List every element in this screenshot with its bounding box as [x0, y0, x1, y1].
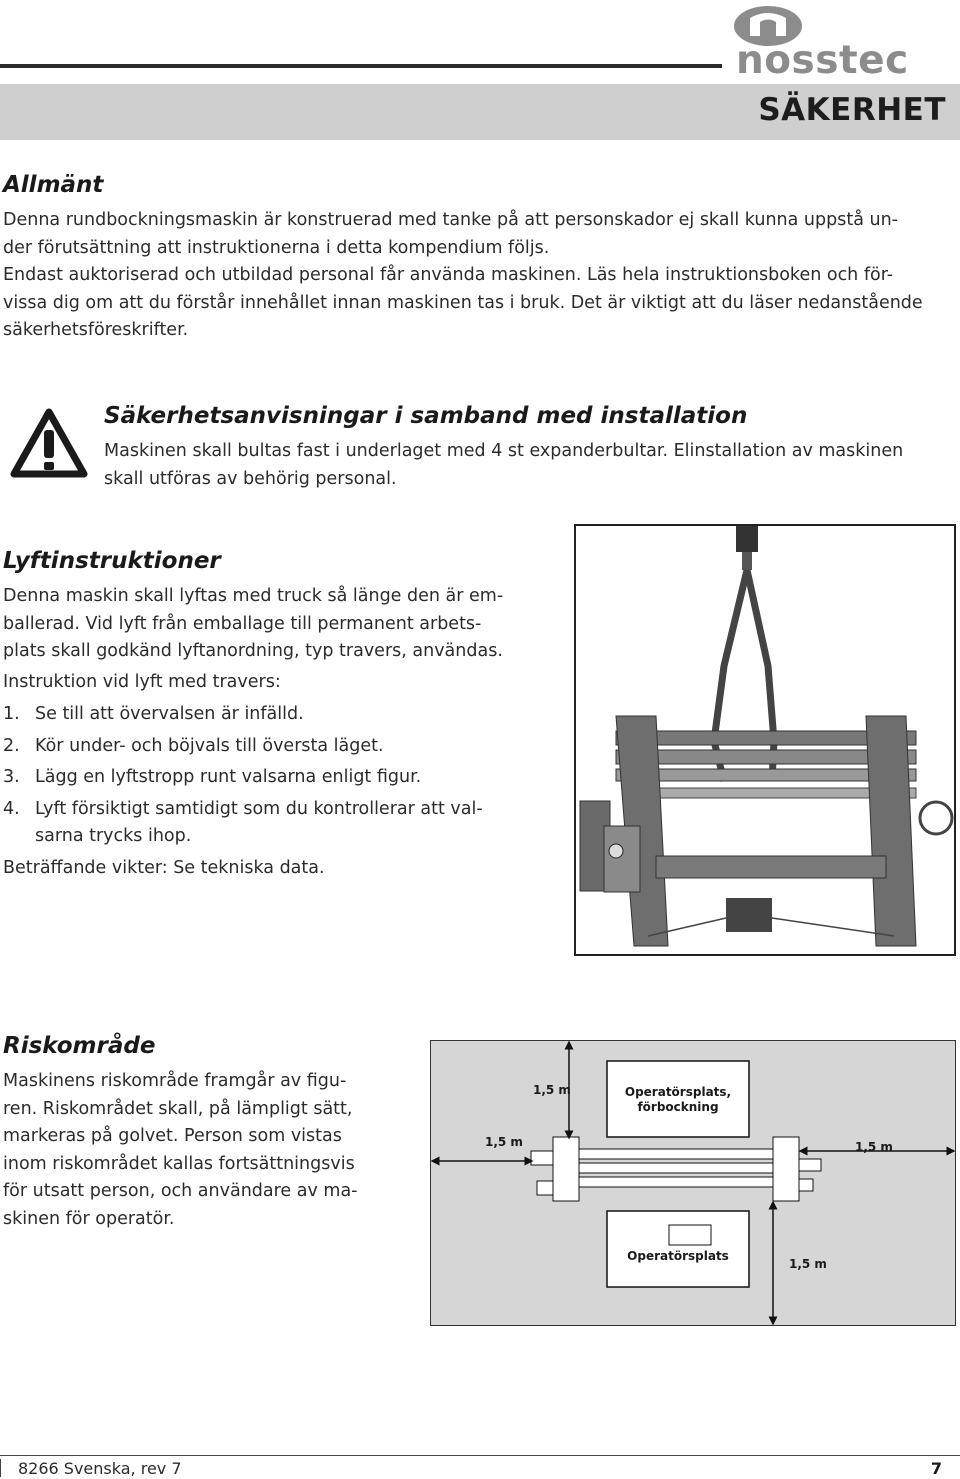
text-line: Maskinen skall bultas fast i underlaget med 4 st expanderbultar. Elinstallation av maskinen	[104, 441, 904, 461]
machine-lifting-photo	[574, 524, 956, 956]
footer-marker	[0, 1459, 9, 1477]
dim-label-bottom: 1,5 m	[789, 1257, 827, 1271]
text-line: Beträffande vikter: Se tekniska data.	[3, 858, 325, 878]
text-line: markeras på golvet. Person som vistas	[3, 1126, 342, 1146]
text-line: ballerad. Vid lyft från emballage till permanent arbets-	[3, 613, 482, 634]
text-line: Maskinens riskområde framgår av figu-	[3, 1071, 347, 1091]
allmant-text	[3, 207, 923, 345]
text-line: Endast auktoriserad och utbildad personal får använda maskinen. Läs hela instruktionsboken och för-	[3, 265, 894, 285]
step-text: Kör under- och böjvals till översta läget.	[35, 735, 384, 756]
list-item	[3, 764, 563, 792]
list-item	[3, 733, 563, 761]
risk-text	[3, 1068, 358, 1233]
text-line: skall utföras av behörig personal.	[104, 468, 397, 489]
lyft-intro	[3, 583, 503, 666]
rolling-machine-illustration	[576, 526, 954, 954]
text-line: vissa dig om att du förstår innehållet innan maskinen tas i bruk. Det är viktigt att du läser nedanstående	[3, 292, 923, 313]
allmant-heading: Allmänt	[3, 172, 104, 198]
weights-note	[3, 855, 325, 883]
installation-heading: Säkerhetsanvisningar i samband med installation	[104, 403, 748, 429]
nosstec-logo	[728, 4, 958, 84]
text-line: der förutsättning att instruktionerna i detta kompendium följs.	[3, 237, 550, 258]
text-line: Denna maskin skall lyftas med truck så länge den är em-	[3, 586, 504, 606]
risk-heading: Riskområde	[3, 1033, 156, 1059]
step-text: Lägg en lyftstropp runt valsarna enligt figur.	[35, 767, 422, 787]
text-line: plats skall godkänd lyftanordning, typ travers, användas.	[3, 641, 503, 661]
header-rule	[0, 64, 722, 68]
step-number: 2.	[3, 735, 20, 756]
lyft-heading: Lyftinstruktioner	[3, 548, 221, 574]
step-text: Se till att övervalsen är infälld.	[35, 704, 304, 724]
step-number: 3.	[3, 767, 20, 787]
list-item	[3, 701, 563, 729]
zone-label-top	[607, 1085, 749, 1115]
installation-text	[104, 438, 903, 493]
dim-label-top: 1,5 m	[533, 1083, 571, 1097]
step-text: sarna trycks ihop.	[35, 826, 192, 846]
list-item	[3, 796, 563, 851]
text-line: Instruktion vid lyft med travers:	[3, 672, 281, 692]
risk-area-drawing	[431, 1041, 955, 1325]
footer-doc-id: 8266 Svenska, rev 7	[18, 1459, 182, 1478]
text-line: för utsatt person, och användare av ma-	[3, 1181, 358, 1201]
step-text: Lyft försiktigt samtidigt som du kontrollerar att val-	[35, 798, 483, 819]
dim-label-left: 1,5 m	[485, 1135, 523, 1149]
step-number: 1.	[3, 704, 20, 724]
warning-triangle-icon	[10, 406, 88, 480]
lyft-steps	[3, 701, 563, 851]
lyft-subheading	[3, 669, 281, 697]
footer-rule	[0, 1455, 960, 1456]
text-line: Denna rundbockningsmaskin är konstruerad med tanke på att personskador ej skall kunna uppstå un-	[3, 210, 898, 230]
risk-area-diagram	[430, 1040, 956, 1326]
section-title: SÄKERHET	[758, 92, 946, 128]
text-line: inom riskområdet kallas fortsättningsvis	[3, 1153, 355, 1174]
dim-label-right: 1,5 m	[855, 1140, 893, 1154]
text-line: ren. Riskområdet skall, på lämpligt sätt,	[3, 1098, 353, 1119]
page-number: 7	[930, 1459, 942, 1478]
zone-label-line: förbockning	[637, 1100, 719, 1114]
text-line: skinen för operatör.	[3, 1208, 175, 1229]
zone-label-bottom: Operatörsplats	[627, 1249, 729, 1263]
text-line: säkerhetsföreskrifter.	[3, 320, 189, 340]
step-number: 4.	[3, 798, 20, 819]
logo-text: nosstec	[736, 38, 909, 83]
zone-label-line: Operatörsplats,	[624, 1085, 732, 1099]
